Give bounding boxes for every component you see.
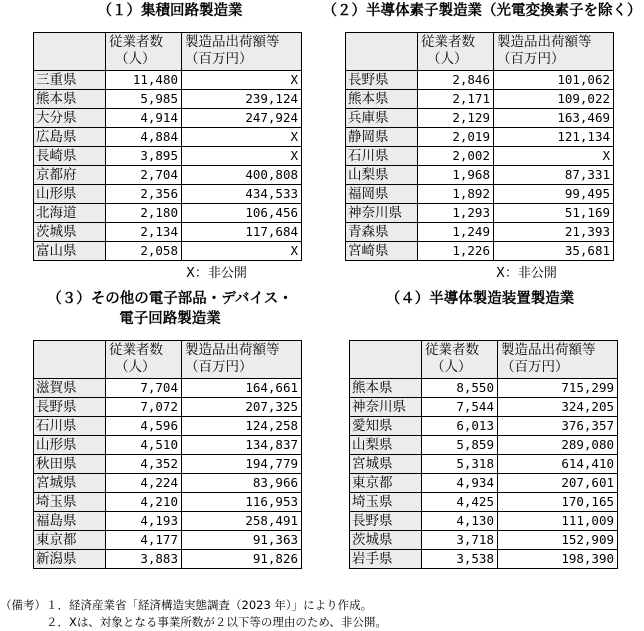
table-row — [34, 379, 302, 398]
employees-cell: 4,177 — [106, 531, 182, 550]
table4-employees-header: 従業者数 （人） — [422, 341, 498, 379]
table1 — [33, 32, 302, 261]
prefecture-cell: 東京都 — [34, 531, 106, 550]
table-row — [350, 436, 618, 455]
shipment-cell: X — [182, 242, 302, 261]
table-row — [346, 242, 614, 261]
prefecture-cell: 茨城県 — [350, 531, 422, 550]
table-row — [346, 166, 614, 185]
table-row — [350, 531, 618, 550]
table-row — [34, 166, 302, 185]
employees-cell: 1,968 — [418, 166, 494, 185]
prefecture-cell: 埼玉県 — [34, 493, 106, 512]
table-row — [34, 417, 302, 436]
table-row — [350, 474, 618, 493]
shipment-cell: 91,826 — [182, 550, 302, 569]
shipment-cell: 376,357 — [498, 417, 618, 436]
employees-cell: 2,180 — [106, 204, 182, 223]
prefecture-cell: 宮城県 — [34, 474, 106, 493]
shipment-cell: 101,062 — [494, 71, 614, 90]
shipment-cell: 207,601 — [498, 474, 618, 493]
table-row — [346, 128, 614, 147]
prefecture-cell: 石川県 — [346, 147, 418, 166]
shipment-cell: 121,134 — [494, 128, 614, 147]
shipment-cell: 163,469 — [494, 109, 614, 128]
table-row — [34, 512, 302, 531]
employees-cell: 4,914 — [106, 109, 182, 128]
shipment-cell: 198,390 — [498, 550, 618, 569]
prefecture-cell: 岩手県 — [350, 550, 422, 569]
employees-cell: 5,859 — [422, 436, 498, 455]
table-row — [34, 398, 302, 417]
prefecture-cell: 青森県 — [346, 223, 418, 242]
table3-title-line2: 電子回路製造業 — [119, 311, 221, 327]
prefecture-cell: 茨城県 — [34, 223, 106, 242]
prefecture-cell: 石川県 — [34, 417, 106, 436]
table-row — [34, 128, 302, 147]
prefecture-cell: 宮城県 — [350, 455, 422, 474]
table-row — [34, 455, 302, 474]
employees-cell: 4,510 — [106, 436, 182, 455]
table-row — [350, 455, 618, 474]
employees-cell: 7,544 — [422, 398, 498, 417]
employees-cell: 4,884 — [106, 128, 182, 147]
table-row — [34, 185, 302, 204]
table-row — [346, 223, 614, 242]
prefecture-cell: 山梨県 — [346, 166, 418, 185]
table-row — [34, 71, 302, 90]
table3-header — [34, 341, 302, 379]
employees-cell: 2,002 — [418, 147, 494, 166]
prefecture-cell: 新潟県 — [34, 550, 106, 569]
employees-cell: 2,058 — [106, 242, 182, 261]
shipment-cell: 134,837 — [182, 436, 302, 455]
table-row — [34, 223, 302, 242]
shipment-cell: X — [182, 128, 302, 147]
employees-cell: 2,171 — [418, 90, 494, 109]
shipment-cell: 87,331 — [494, 166, 614, 185]
table-row — [350, 398, 618, 417]
table-row — [34, 242, 302, 261]
shipment-cell: 434,533 — [182, 185, 302, 204]
employees-cell: 2,846 — [418, 71, 494, 90]
employees-cell: 2,019 — [418, 128, 494, 147]
employees-cell: 6,013 — [422, 417, 498, 436]
table2-shipment-header: 製造品出荷額等 （百万円） — [494, 33, 614, 71]
table4 — [349, 340, 618, 569]
prefecture-cell: 長野県 — [34, 398, 106, 417]
shipment-cell: 400,808 — [182, 166, 302, 185]
prefecture-cell: 福島県 — [34, 512, 106, 531]
shipment-cell: 258,491 — [182, 512, 302, 531]
table-row — [34, 550, 302, 569]
table-row — [346, 109, 614, 128]
employees-cell: 1,293 — [418, 204, 494, 223]
employees-cell: 7,704 — [106, 379, 182, 398]
prefecture-cell: 福岡県 — [346, 185, 418, 204]
table4-header — [350, 341, 618, 379]
prefecture-cell: 熊本県 — [346, 90, 418, 109]
table-row — [350, 379, 618, 398]
prefecture-cell: 兵庫県 — [346, 109, 418, 128]
table1-header — [34, 33, 302, 71]
prefecture-cell: 山梨県 — [350, 436, 422, 455]
employees-cell: 4,934 — [422, 474, 498, 493]
employees-cell: 4,193 — [106, 512, 182, 531]
table2-corner — [346, 33, 418, 71]
table1-shipment-header: 製造品出荷額等 （百万円） — [182, 33, 302, 71]
table-row — [34, 147, 302, 166]
employees-cell: 4,224 — [106, 474, 182, 493]
employees-cell: 7,072 — [106, 398, 182, 417]
table-row — [346, 71, 614, 90]
table3-title-line1: （３）その他の電子部品・デバイス・ — [47, 291, 293, 307]
employees-cell: 4,130 — [422, 512, 498, 531]
shipment-cell: 91,363 — [182, 531, 302, 550]
prefecture-cell: 埼玉県 — [350, 493, 422, 512]
shipment-cell: 289,080 — [498, 436, 618, 455]
table3-employees-header: 従業者数 （人） — [106, 341, 182, 379]
prefecture-cell: 長崎県 — [34, 147, 106, 166]
prefecture-cell: 熊本県 — [34, 90, 106, 109]
table-row — [346, 147, 614, 166]
employees-cell: 3,538 — [422, 550, 498, 569]
employees-cell: 3,895 — [106, 147, 182, 166]
table3-shipment-header: 製造品出荷額等 （百万円） — [182, 341, 302, 379]
table2-employees-header: 従業者数 （人） — [418, 33, 494, 71]
table-row — [346, 204, 614, 223]
table-row — [350, 550, 618, 569]
table-row — [350, 493, 618, 512]
table-row — [34, 493, 302, 512]
prefecture-cell: 静岡県 — [346, 128, 418, 147]
table3 — [33, 340, 302, 569]
employees-cell: 1,892 — [418, 185, 494, 204]
prefecture-cell: 愛知県 — [350, 417, 422, 436]
shipment-cell: 116,953 — [182, 493, 302, 512]
employees-cell: 4,425 — [422, 493, 498, 512]
table2-header — [346, 33, 614, 71]
prefecture-cell: 大分県 — [34, 109, 106, 128]
prefecture-cell: 秋田県 — [34, 455, 106, 474]
table1-note: X：非公開 — [186, 266, 247, 281]
employees-cell: 5,318 — [422, 455, 498, 474]
table1-employees-header: 従業者数 （人） — [106, 33, 182, 71]
prefecture-cell: 長野県 — [346, 71, 418, 90]
table-row — [34, 204, 302, 223]
prefecture-cell: 富山県 — [34, 242, 106, 261]
shipment-cell: 715,299 — [498, 379, 618, 398]
table-row — [350, 417, 618, 436]
employees-cell: 2,704 — [106, 166, 182, 185]
shipment-cell: 124,258 — [182, 417, 302, 436]
table-row — [34, 90, 302, 109]
prefecture-cell: 滋賀県 — [34, 379, 106, 398]
employees-cell: 8,550 — [422, 379, 498, 398]
table4-title: （４）半導体製造装置製造業 — [385, 291, 575, 307]
shipment-cell: 247,924 — [182, 109, 302, 128]
table2-title: （２）半導体素子製造業（光電変換素子を除く） — [322, 3, 642, 19]
employees-cell: 2,356 — [106, 185, 182, 204]
shipment-cell: X — [494, 147, 614, 166]
table-row — [34, 474, 302, 493]
employees-cell: 2,129 — [418, 109, 494, 128]
employees-cell: 4,596 — [106, 417, 182, 436]
employees-cell: 2,134 — [106, 223, 182, 242]
shipment-cell: 194,779 — [182, 455, 302, 474]
remarks — [0, 597, 387, 631]
shipment-cell: 614,410 — [498, 455, 618, 474]
remarks-line2: ２．Xは、対象となる事業所数が２以下等の理由のため、非公開。 — [46, 615, 387, 629]
table2 — [345, 32, 614, 261]
prefecture-cell: 京都府 — [34, 166, 106, 185]
prefecture-cell: 山形県 — [34, 436, 106, 455]
table-row — [34, 109, 302, 128]
shipment-cell: 117,684 — [182, 223, 302, 242]
remarks-label: （備考） — [0, 598, 46, 612]
employees-cell: 1,249 — [418, 223, 494, 242]
prefecture-cell: 東京都 — [350, 474, 422, 493]
prefecture-cell: 北海道 — [34, 204, 106, 223]
shipment-cell: 207,325 — [182, 398, 302, 417]
prefecture-cell: 神奈川県 — [346, 204, 418, 223]
table-row — [346, 185, 614, 204]
prefecture-cell: 宮崎県 — [346, 242, 418, 261]
shipment-cell: 51,169 — [494, 204, 614, 223]
table4-shipment-header: 製造品出荷額等 （百万円） — [498, 341, 618, 379]
employees-cell: 5,985 — [106, 90, 182, 109]
table1-corner — [34, 33, 106, 71]
remarks-line1: １．経済産業省「経済構造実態調査（2023 年）」により作成。 — [46, 598, 373, 612]
shipment-cell: 109,022 — [494, 90, 614, 109]
shipment-cell: 239,124 — [182, 90, 302, 109]
shipment-cell: 111,009 — [498, 512, 618, 531]
employees-cell: 4,210 — [106, 493, 182, 512]
shipment-cell: X — [182, 147, 302, 166]
shipment-cell: 324,205 — [498, 398, 618, 417]
employees-cell: 1,226 — [418, 242, 494, 261]
shipment-cell: 106,456 — [182, 204, 302, 223]
table-row — [34, 436, 302, 455]
table-row — [34, 531, 302, 550]
employees-cell: 4,352 — [106, 455, 182, 474]
table2-note: X：非公開 — [496, 266, 557, 281]
prefecture-cell: 三重県 — [34, 71, 106, 90]
shipment-cell: 21,393 — [494, 223, 614, 242]
prefecture-cell: 長野県 — [350, 512, 422, 531]
shipment-cell: 164,661 — [182, 379, 302, 398]
table-row — [350, 512, 618, 531]
employees-cell: 3,718 — [422, 531, 498, 550]
prefecture-cell: 熊本県 — [350, 379, 422, 398]
shipment-cell: X — [182, 71, 302, 90]
prefecture-cell: 山形県 — [34, 185, 106, 204]
shipment-cell: 35,681 — [494, 242, 614, 261]
shipment-cell: 152,909 — [498, 531, 618, 550]
shipment-cell: 83,966 — [182, 474, 302, 493]
table1-title: （１）集積回路製造業 — [97, 3, 243, 19]
employees-cell: 11,480 — [106, 71, 182, 90]
table4-corner — [350, 341, 422, 379]
employees-cell: 3,883 — [106, 550, 182, 569]
prefecture-cell: 神奈川県 — [350, 398, 422, 417]
prefecture-cell: 広島県 — [34, 128, 106, 147]
table-row — [346, 90, 614, 109]
shipment-cell: 170,165 — [498, 493, 618, 512]
table3-corner — [34, 341, 106, 379]
shipment-cell: 99,495 — [494, 185, 614, 204]
